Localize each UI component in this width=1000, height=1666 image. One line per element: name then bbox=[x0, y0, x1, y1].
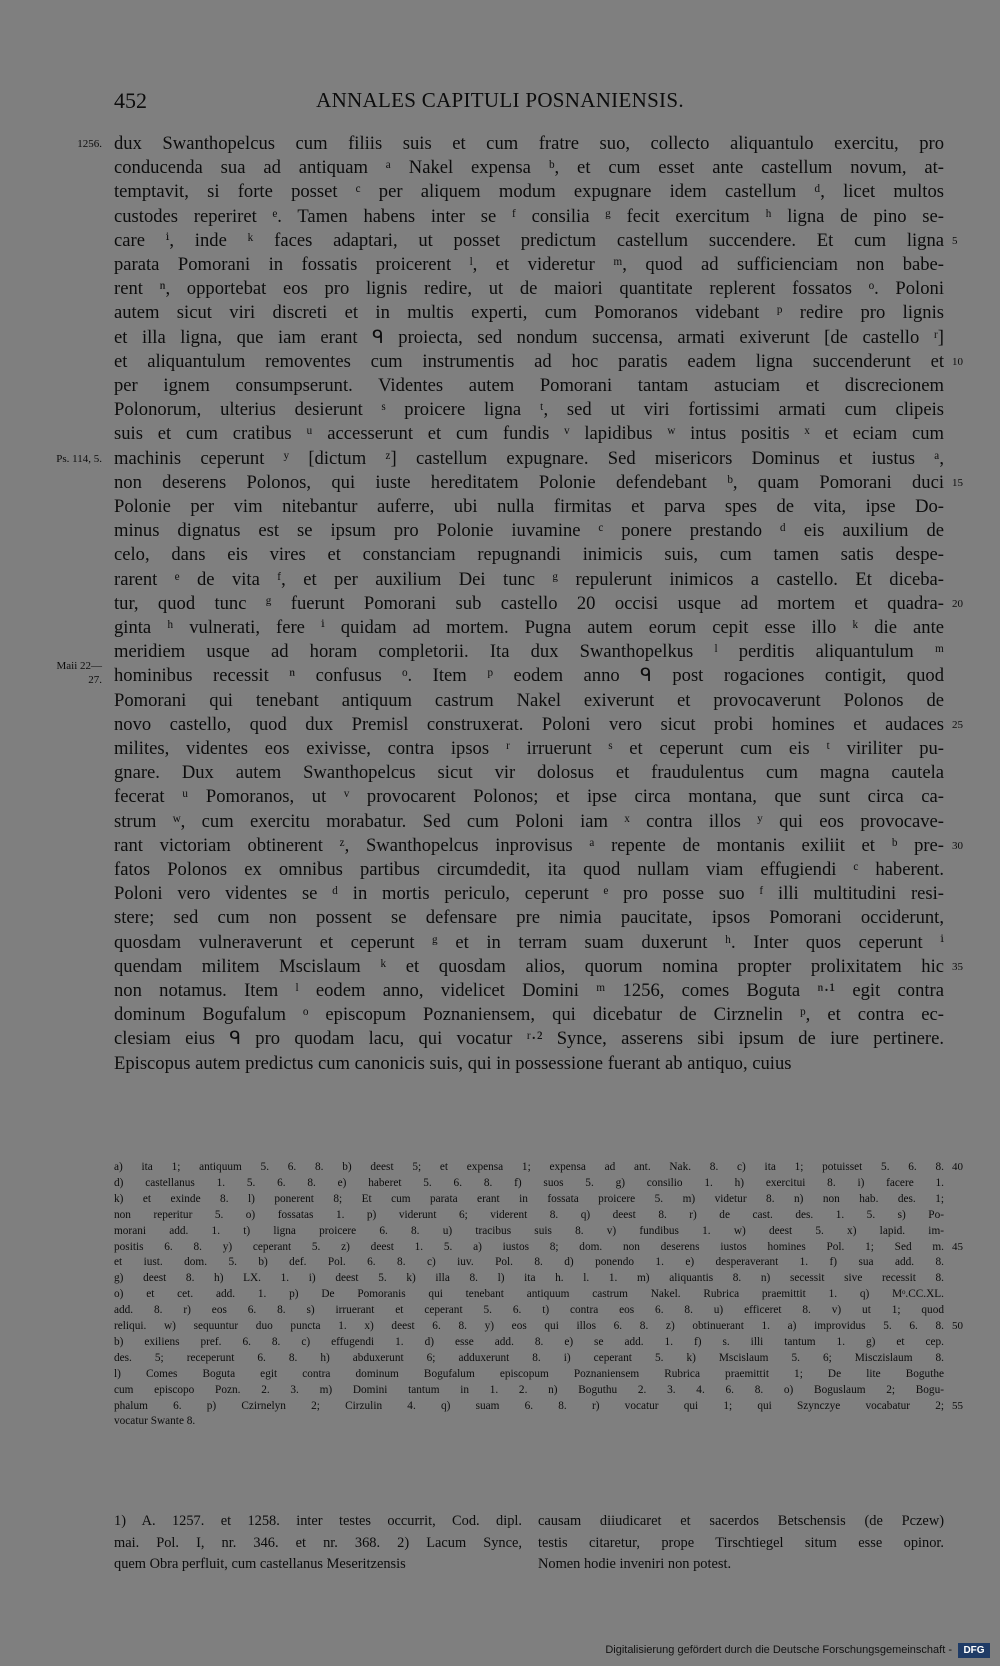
margin-date: Maii 22— bbox=[56, 659, 102, 672]
apparatus-line: b) exiliens pref. 6. 8. c) effugendi 1. d) esse add. 8. e) se add. 1. f) s. illi tantum 1. g) et cep. bbox=[114, 1335, 944, 1348]
apparatus-line: reliqui. w) sequuntur duo puncta 1. x) deest 6. 8. y) eos qui illos 6. 8. z) obtinuerant 1. a) improvidus 5. 6. 8. bbox=[114, 1320, 944, 1332]
text-line: hominibus recessit ⁿ confusus ᵒ. Item ᵖ eodem anno ᑫ post rogaciones contigit, quod bbox=[114, 665, 944, 687]
text-line: dominum Bogufalum ᵒ episcopum Poznaniensem, qui dicebatur de Cirznelin ᵖ, et contra ec- bbox=[114, 1004, 944, 1026]
apparatus-line: des. 5; receperunt 6. 8. h) abduxerunt 6; adduxerunt 8. i) ceperant 5. k) Mscislaum 5. 6; Misczislaum 8. bbox=[114, 1351, 944, 1364]
apparatus-line: cum episcopo Pozn. 2. 3. m) Domini tantum in 1. 2. n) Boguthu 2. 3. 4. 6. 8. o) Boguslaum 2; Bogu- bbox=[114, 1383, 944, 1396]
note-line: mai. Pol. I, nr. 346. et nr. 368. 2) Lacum Synce, bbox=[114, 1534, 522, 1551]
running-head: ANNALES CAPITULI POSNANIENSIS. bbox=[316, 88, 684, 112]
apparatus-line: g) deest 8. h) LX. 1. i) deest 5. k) illa 8. l) ita h. l. 1. m) aliquantis 8. n) secessit sive recessit 8. bbox=[114, 1272, 944, 1285]
text-line: Polonorum, ulterius desierunt ˢ proicere ligna ᵗ, sed ut viri fortissimi armati cum clipeis bbox=[114, 399, 944, 421]
text-line: tur, quod tunc ᵍ fuerunt Pomorani sub castello 20 occisi usque ad mortem et quadra- bbox=[114, 592, 944, 614]
note-line: testis citaretur, prope Tirschtiegel situm esse opinor. bbox=[538, 1534, 944, 1551]
line-number: 10 bbox=[952, 355, 963, 368]
text-line: quosdam vulneraverunt et ceperunt ᵍ et in terram suam duxerunt ʰ. Inter quos ceperunt ⁱ bbox=[114, 931, 944, 953]
text-line: minus dignatus est se ipsum pro Polonie iuvamine ᶜ ponere prestando ᵈ eis auxilium de bbox=[114, 520, 944, 542]
apparatus-line: d) castellanus 1. 5. 6. 8. e) haberet 5. 6. 8. f) suos 5. g) consilio 1. h) exercitui 8. i) facere 1. bbox=[114, 1176, 944, 1189]
text-line: rant victoriam obtinerent ᶻ, Swanthopelcus inprovisus ᵃ repente de montanis exiliit et ᵇ pre- bbox=[114, 834, 944, 856]
text-line: novo castello, quod dux Premisl construxerat. Poloni vero sicut probi homines et audaces bbox=[114, 713, 944, 735]
apparatus-line: a) ita 1; antiquum 5. 6. 8. b) deest 5; et expensa 1; expensa ad ant. Nak. 8. c) ita 1; potuisset 5. 6. 8. bbox=[114, 1161, 944, 1173]
text-line: custodes reperiret ᵉ. Tamen habens inter se ᶠ consilia ᵍ fecit exercitum ʰ ligna de pino se- bbox=[114, 205, 944, 227]
text-line: stere; sed cum non possent se defensare pre nimia paucitate, ipsos Pomorani occiderunt, bbox=[114, 907, 944, 929]
note-line: causam diiudicaret et sacerdos Betschensis (de Pczew) bbox=[538, 1513, 944, 1529]
apparatus-line: vocatur Swante 8. bbox=[114, 1415, 196, 1428]
text-line: machinis ceperunt ʸ [dictum ᶻ] castellum expugnare. Sed misericors Dominus et iustus ᵃ, bbox=[114, 447, 944, 469]
line-number: 30 bbox=[952, 839, 963, 852]
text-line: et aliquantulum removentes cum instrumentis ad hoc paratis eadem ligna succenderunt et bbox=[114, 350, 944, 372]
line-number: 55 bbox=[952, 1399, 963, 1412]
line-number: 35 bbox=[952, 960, 963, 973]
text-line: quendam militem Mscislaum ᵏ et quosdam alios, quorum nomina propter prolixitatem hic bbox=[114, 955, 944, 977]
text-line: fecerat ᵘ Pomoranos, ut ᵛ provocarent Polonos; et ipse circa montana, que sunt circa ca- bbox=[114, 786, 944, 808]
text-line: Pomorani qui tenebant antiquum castrum Nakel exiverunt et provocaverunt Polonos de bbox=[114, 689, 944, 711]
text-line: Polonie per vim nitebantur auferre, ubi nulla firmitas et parva spes de vita, ipse Do- bbox=[114, 496, 944, 517]
text-line: temptavit, si forte posset ᶜ per aliquem modum expugnare idem castellum ᵈ, licet multos bbox=[114, 181, 944, 203]
apparatus-line: l) Comes Boguta egit contra dominum Bogufalum episcopum Poznaniensem Rubrica praemittit 1; De lite Boguthe bbox=[114, 1367, 944, 1380]
text-line: rarent ᵉ de vita ᶠ, et per auxilium Dei tunc ᵍ repulerunt inimicos a castello. Et diceba- bbox=[114, 568, 944, 590]
margin-psalm-reference: Ps. 114, 5. bbox=[56, 452, 102, 465]
line-number: 15 bbox=[952, 476, 963, 489]
line-number: 50 bbox=[952, 1320, 963, 1332]
text-line: strum ʷ, cum exercitu morabatur. Sed cum Poloni iam ˣ contra illos ʸ qui eos provocave- bbox=[114, 810, 944, 832]
text-line: non notamus. Item ˡ eodem anno, videlicet Domini ᵐ 1256, comes Boguta ⁿ·¹ egit contra bbox=[114, 980, 944, 1001]
text-line: suis et cum cratibus ᵘ accesserunt et cum fundis ᵛ lapidibus ʷ intus positis ˣ et eciam cum bbox=[114, 423, 944, 445]
text-line: conducenda sua ad antiquam ᵃ Nakel expensa ᵇ, et cum esset ante castellum novum, at- bbox=[114, 157, 944, 179]
apparatus-line: o) et cet. add. 1. p) De Pomoranis qui tenebant antiquum castrum Nakel. Rubrica praemittit 1. q) Mᵒ.CC.XL. bbox=[114, 1288, 944, 1301]
line-number: 25 bbox=[952, 718, 963, 731]
text-line: Episcopus autem predictus cum canonicis suis, qui in possessione fuerant ab antiquo, cuius bbox=[114, 1052, 792, 1074]
page-number: 452 bbox=[114, 88, 147, 113]
margin-date: 27. bbox=[88, 674, 102, 687]
note-line: Nomen hodie inveniri non potest. bbox=[538, 1556, 732, 1572]
margin-year: 1256. bbox=[77, 138, 102, 150]
apparatus-line: positis 6. 8. y) ceperant 5. z) deest 1. 5. a) iustos 8; dom. non deserens iustos homines Pol. 1; Sed m. bbox=[114, 1240, 944, 1253]
text-line: gnare. Dux autem Swanthopelcus sicut vir dolosus et fraudulentus cum magna cautela bbox=[114, 762, 944, 784]
note-line: 1) A. 1257. et 1258. inter testes occurrit, Cod. dipl. bbox=[114, 1513, 522, 1529]
text-line: Poloni vero videntes se ᵈ in mortis periculo, ceperunt ᵉ pro posse suo ᶠ illi multitudini resi- bbox=[114, 883, 944, 905]
apparatus-line: add. 8. r) eos 6. 8. s) irruerant et ceperant 5. 6. t) contra eos 6. 8. u) efficeret 8. v) ut 1; quod bbox=[114, 1304, 944, 1317]
line-number: 40 bbox=[952, 1161, 963, 1173]
line-number: 5 bbox=[952, 234, 958, 247]
text-line: autem sicut viri discreti et in multis experti, cum Pomoranos videbant ᵖ redire pro lignis bbox=[114, 302, 944, 324]
line-number: 45 bbox=[952, 1240, 963, 1253]
dfg-logo: DFG bbox=[958, 1643, 990, 1658]
text-line: et illa ligna, que iam erant ᑫ proiecta, sed nondum succensa, armati exiverunt [de castello ʳ] bbox=[114, 326, 944, 348]
text-line: milites, videntes eos exivisse, contra ipsos ʳ irruerunt ˢ et ceperunt cum eis ᵗ viriliter pu- bbox=[114, 738, 944, 759]
text-line: fatos Polonos ex omnibus partibus circumdedit, ita quod nullam viam effugiendi ᶜ haberent. bbox=[114, 859, 944, 880]
note-line: quem Obra perfluit, cum castellanus Meseritzensis bbox=[114, 1556, 406, 1572]
digitization-credit: Digitalisierung gefördert durch die Deutsche Forschungsgemeinschaft - bbox=[605, 1644, 952, 1656]
text-line: parata Pomorani in fossatis proicerent ˡ, et videretur ᵐ, quod ad sufficienciam non babe- bbox=[114, 254, 944, 275]
text-line: care ⁱ, inde ᵏ faces adaptari, ut posset predictum castellum succendere. Et cum ligna bbox=[114, 229, 944, 251]
apparatus-line: non reperitur 5. o) fossatas 1. p) viderunt 6; viderent 8. q) deest 8. r) de cast. des. 1. 5. s) Po- bbox=[114, 1208, 944, 1221]
apparatus-line: k) et exinde 8. l) ponerent 8; Et cum parata erant in fossata proicere 5. m) videtur 8. n) non hab. des. 1; bbox=[114, 1192, 944, 1205]
text-line: celo, dans eis vires et constanciam repugnandi inimicis suis, cum tamen satis despe- bbox=[114, 544, 944, 566]
text-line: clesiam eius ᑫ pro quodam lacu, qui vocatur ʳ·² Synce, asserens sibi ipsum de iure pertinere. bbox=[114, 1028, 944, 1050]
text-line: non deserens Polonos, qui iuste hereditatem Polonie defendebant ᵇ, quam Pomorani duci bbox=[114, 471, 944, 493]
apparatus-line: morani add. 1. t) ligna proicere 6. 8. u) tracibus suis 8. v) fundibus 1. w) deest 5. x) lapid. im- bbox=[114, 1224, 944, 1237]
apparatus-line: phalum 6. p) Czirnelyn 2; Cirzulin 4. q) suam 6. 8. r) vocatur qui 1; qui Szynczye vocabatur 2; bbox=[114, 1399, 944, 1412]
text-line: dux Swanthopelcus cum filiis suis et cum fratre suo, collecto aliquantulo exercitu, pro bbox=[114, 133, 944, 154]
text-line: per ignem consumpserunt. Videntes autem Pomorani tantam astuciam et discrecionem bbox=[114, 375, 944, 396]
text-line: rent ⁿ, opportebat eos pro lignis redire, ut de maiori quantitate replerent fossatos ᵒ. Poloni bbox=[114, 278, 944, 300]
line-number: 20 bbox=[952, 597, 963, 610]
apparatus-line: et iust. dom. 5. b) def. Pol. 6. 8. c) iuv. Pol. 8. d) ponendo 1. e) desperaverant 1. f) sua add. 8. bbox=[114, 1256, 944, 1269]
text-line: meridiem usque ad horam completorii. Ita dux Swanthopelkus ˡ perditis aliquantulum ᵐ bbox=[114, 641, 944, 663]
text-line: ginta ʰ vulnerati, fere ⁱ quidam ad mortem. Pugna autem eorum cepit esse illo ᵏ die ante bbox=[114, 617, 944, 638]
